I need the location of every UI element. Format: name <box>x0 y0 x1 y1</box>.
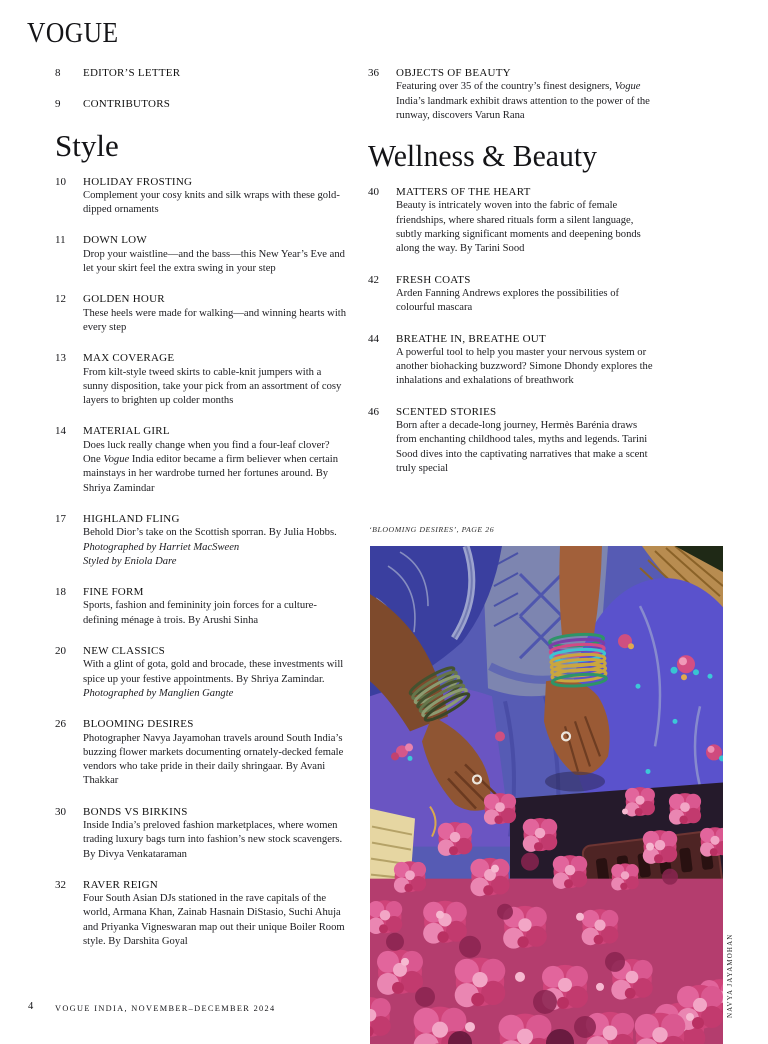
toc-title: NEW CLASSICS <box>83 645 165 658</box>
toc-title: GOLDEN HOUR <box>83 293 165 306</box>
toc-page-number: 30 <box>55 805 66 818</box>
toc-description: Four South Asian DJs stationed in the rave capitals of the world, Armana Khan, Zainab Hasnain DiStasio, Suchi Ahuja and Priyanka Vigneswaran map out their unique Boiler Room style. By Darshita Goyal <box>83 893 345 948</box>
toc-title: MAX COVERAGE <box>83 352 175 365</box>
toc-item <box>55 66 349 80</box>
toc-page-number: 36 <box>368 67 379 79</box>
toc-page-number: 17 <box>55 512 66 525</box>
toc-item <box>55 233 349 276</box>
toc-page-number: 26 <box>55 718 66 731</box>
toc-title: OBJECTS OF BEAUTY <box>396 67 511 79</box>
toc-page-number: 13 <box>55 352 66 365</box>
toc-page-number: 10 <box>55 175 66 188</box>
toc-description: Sports, fashion and femininity join forces for a culture-defining ménage à trois. By Arushi Sinha <box>83 600 317 626</box>
photo-caption: ‘BLOOMING DESIRES’, PAGE 26 <box>369 525 495 534</box>
toc-item <box>55 424 349 495</box>
toc-description: From kilt-style tweed skirts to cable-knit jumpers with a sunny disposition, take your pick from an assortment of cosy layers to brighten up colder months <box>83 366 342 407</box>
toc-description: A powerful tool to help you master your nervous system or another biohacking buzzword? Simone Dhondy explores the inhalations and exhalations of breathwork <box>396 346 653 387</box>
toc-title: DOWN LOW <box>83 234 148 247</box>
footer-page-number: 4 <box>28 1001 34 1012</box>
toc-title: SCENTED STORIES <box>396 405 497 418</box>
toc-description: Behold Dior’s take on the Scottish sporran. By Julia Hobbs. <box>83 527 337 539</box>
toc-description: Arden Fanning Andrews explores the possibilities of colourful mascara <box>396 287 620 314</box>
vogue-logo: VOGUE <box>27 17 119 49</box>
toc-item <box>368 405 662 476</box>
toc-page-number: 11 <box>55 234 66 247</box>
toc-item <box>55 717 349 788</box>
photo-illustration <box>370 546 723 1044</box>
toc-page-number: 46 <box>368 405 379 418</box>
toc-title: MATERIAL GIRL <box>83 425 170 438</box>
toc-item <box>55 512 349 569</box>
toc-title: MATTERS OF THE HEART <box>396 186 531 199</box>
toc-item <box>55 644 349 701</box>
photo-blooming-desires <box>370 546 723 1044</box>
toc-title: BONDS VS BIRKINS <box>83 805 188 818</box>
toc-item <box>55 805 349 862</box>
toc-item <box>368 66 662 123</box>
toc-item <box>368 273 662 316</box>
toc-page-number: 44 <box>368 332 379 345</box>
toc-page-number: 8 <box>55 67 61 79</box>
toc-item <box>55 292 349 335</box>
toc-page-number: 9 <box>55 98 61 111</box>
toc-title: FINE FORM <box>83 586 144 599</box>
toc-item <box>368 332 662 389</box>
toc-title: EDITOR’S LETTER <box>83 67 181 79</box>
toc-title: RAVER REIGN <box>83 878 158 891</box>
toc-item <box>368 185 662 256</box>
toc-title: CONTRIBUTORS <box>83 98 171 111</box>
section-heading-style: Style <box>55 127 119 163</box>
toc-page-number: 20 <box>55 645 66 658</box>
toc-title: HIGHLAND FLING <box>83 512 180 525</box>
toc-item <box>55 878 349 949</box>
toc-description: Inside India’s preloved fashion marketplaces, where women trading luxury bags turn into fashion’s new stock scavengers. By Divya Venkataraman <box>83 819 343 860</box>
section-heading-wellness-beauty: Wellness & Beauty <box>368 138 598 174</box>
toc-page-number: 42 <box>368 273 379 286</box>
toc-page-number: 40 <box>368 186 379 199</box>
toc-description: Drop your waistline—and the bass—this New Year’s Eve and let your skirt feel the extra swing in your step <box>83 248 345 275</box>
right-column <box>368 66 662 492</box>
toc-title: BREATHE IN, BREATHE OUT <box>396 332 546 345</box>
toc-item <box>55 351 349 408</box>
toc-description: Does luck really change when you find a four-leaf clover? One Vogue India editor became a firm believer when certain mainstays in her wardrobe turned her fortunes around. By Shriya Zamindar <box>83 439 339 494</box>
toc-title: BLOOMING DESIRES <box>83 718 194 731</box>
toc-item <box>55 97 349 111</box>
toc-description: Complement your cosy knits and silk wraps with these gold-dipped ornaments <box>83 189 340 216</box>
left-column <box>55 66 349 965</box>
credit-line: Styled by Eniola Dare <box>83 555 177 567</box>
toc-description: Beauty is intricately woven into the fabric of female friendships, where shared rituals form a silent language, subtly marking significant moments and deepening bonds along the way. By Tarini Sood <box>396 200 641 255</box>
toc-item <box>55 585 349 628</box>
photo-credit-vertical: NAVYA JAYAMOHAN <box>726 933 734 1018</box>
toc-title: HOLIDAY FROSTING <box>83 175 193 188</box>
toc-description: Featuring over 35 of the country’s finest designers, Vogue India’s landmark exhibit draws attention to the power of the runway, discovers Varun Rana <box>396 81 650 121</box>
footer-issue-line: VOGUE INDIA, NOVEMBER–DECEMBER 2024 <box>55 1003 276 1013</box>
toc-description: Photographer Navya Jayamohan travels around South India’s buzzing flower markets documenting ornately-decked female vendors who take pride in their daily shringaar. By Avani Thakkar <box>83 732 344 787</box>
toc-page-number: 14 <box>55 425 66 438</box>
toc-description: With a glint of gota, gold and brocade, these investments will spice up your festive appointments. By Shriya Zamindar. <box>83 659 344 685</box>
credit-line: Photographed by Manglien Gangte <box>83 687 234 699</box>
credit-line: Photographed by Harriet MacSween <box>83 541 240 553</box>
toc-item <box>55 175 349 218</box>
toc-description: These heels were made for walking—and winning hearts with every step <box>83 307 346 333</box>
toc-page-number: 32 <box>55 878 66 891</box>
toc-description: Born after a decade-long journey, Hermès Barénia draws from enchanting childhood tales, myths and legends. Tarini Sood dives into the captivating narratives that make a scent truly special <box>396 420 648 474</box>
toc-page-number: 18 <box>55 586 66 599</box>
toc-title: FRESH COATS <box>396 273 471 286</box>
front-matter-list <box>55 66 349 112</box>
toc-page-number: 12 <box>55 293 66 306</box>
bangles-right-wrist <box>549 633 606 688</box>
